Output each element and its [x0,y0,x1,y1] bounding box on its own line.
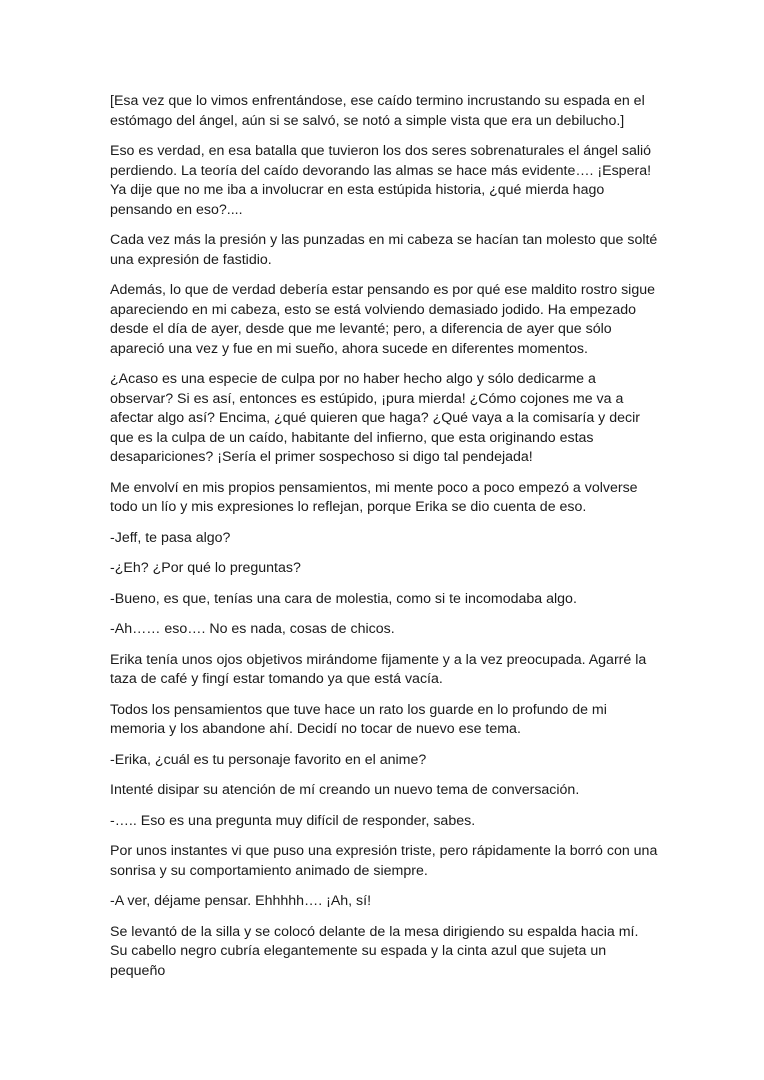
paragraph: Erika tenía unos ojos objetivos mirándome fijamente y a la vez preocupada. Agarré la taza de café y fingí estar tomando ya que está vacía. [110,651,647,687]
dialogue-line: -Erika, ¿cuál es tu personaje favorito en el anime? [110,751,427,768]
paragraph: Todos los pensamientos que tuve hace un rato los guarde en lo profundo de mi memoria y los abandone ahí. Decidí no tocar de nuevo ese tema. [110,701,607,737]
paragraph: Además, lo que de verdad debería estar pensando es por qué ese maldito rostro sigue apareciendo en mi cabeza, esto se está volviendo demasiado jodido. Ha empezado desde el día de ayer, desde que me levanté; pero, a diferencia de ayer que sólo apareció una vez y fue en mi sueño, ahora sucede en diferentes momentos. [110,282,655,357]
paragraph: Eso es verdad, en esa batalla que tuvieron los dos seres sobrenaturales el ángel salió perdiendo. La teoría del caído devorando las almas se hace más evidente…. ¡Espera! Ya dije que no me iba a involucrar en esta estúpida historia, ¿qué mierda hago pensando en eso?.... [110,143,652,218]
paragraph: [Esa vez que lo vimos enfrentándose, ese caído termino incrustando su espada en el estómago del ángel, aún si se salvó, se notó a simple vista que era un debilucho.] [110,93,645,129]
paragraph: Cada vez más la presión y las punzadas en mi cabeza se hacían tan molesto que solté una expresión de fastidio. [110,232,658,268]
document-body [110,92,658,992]
dialogue-line: -Ah…… eso…. No es nada, cosas de chicos. [110,621,395,637]
dialogue-line: -A ver, déjame pensar. Ehhhhh…. ¡Ah, sí! [110,893,372,909]
dialogue-line: -….. Eso es una pregunta muy difícil de responder, sabes. [110,812,476,829]
paragraph: Intenté disipar su atención de mí creando un nuevo tema de conversación. [110,782,580,798]
dialogue-line: -Bueno, es que, tenías una cara de molestia, como si te incomodaba algo. [110,590,577,607]
paragraph: Por unos instantes vi que puso una expresión triste, pero rápidamente la borró con una sonrisa y su comportamiento animado de siempre. [110,843,658,879]
dialogue-line: -¿Eh? ¿Por qué lo preguntas? [110,560,301,576]
paragraph: Se levantó de la silla y se colocó delante de la mesa dirigiendo su espalda hacia mí. Su cabello negro cubría elegantemente su espada y la cinta azul que sujeta un pequeño [110,923,639,979]
paragraph: Me envolví en mis propios pensamientos, mi mente poco a poco empezó a volverse todo un lío y mis expresiones lo reflejan, porque Erika se dio cuenta de eso. [110,479,638,515]
paragraph: ¿Acaso es una especie de culpa por no haber hecho algo y sólo dedicarme a observar? Si es así, entonces es estúpido, ¡pura mierda! ¿Cómo cojones me va a afectar algo así? Encima, ¿qué quieren que haga? ¿Qué vaya a la comisaría y decir que es la culpa de un caído, habitante del infierno, que esta originando estas desapariciones? ¡Sería el primer sospechoso si digo tal pendejada! [110,371,640,465]
dialogue-line: -Jeff, te pasa algo? [110,529,231,546]
